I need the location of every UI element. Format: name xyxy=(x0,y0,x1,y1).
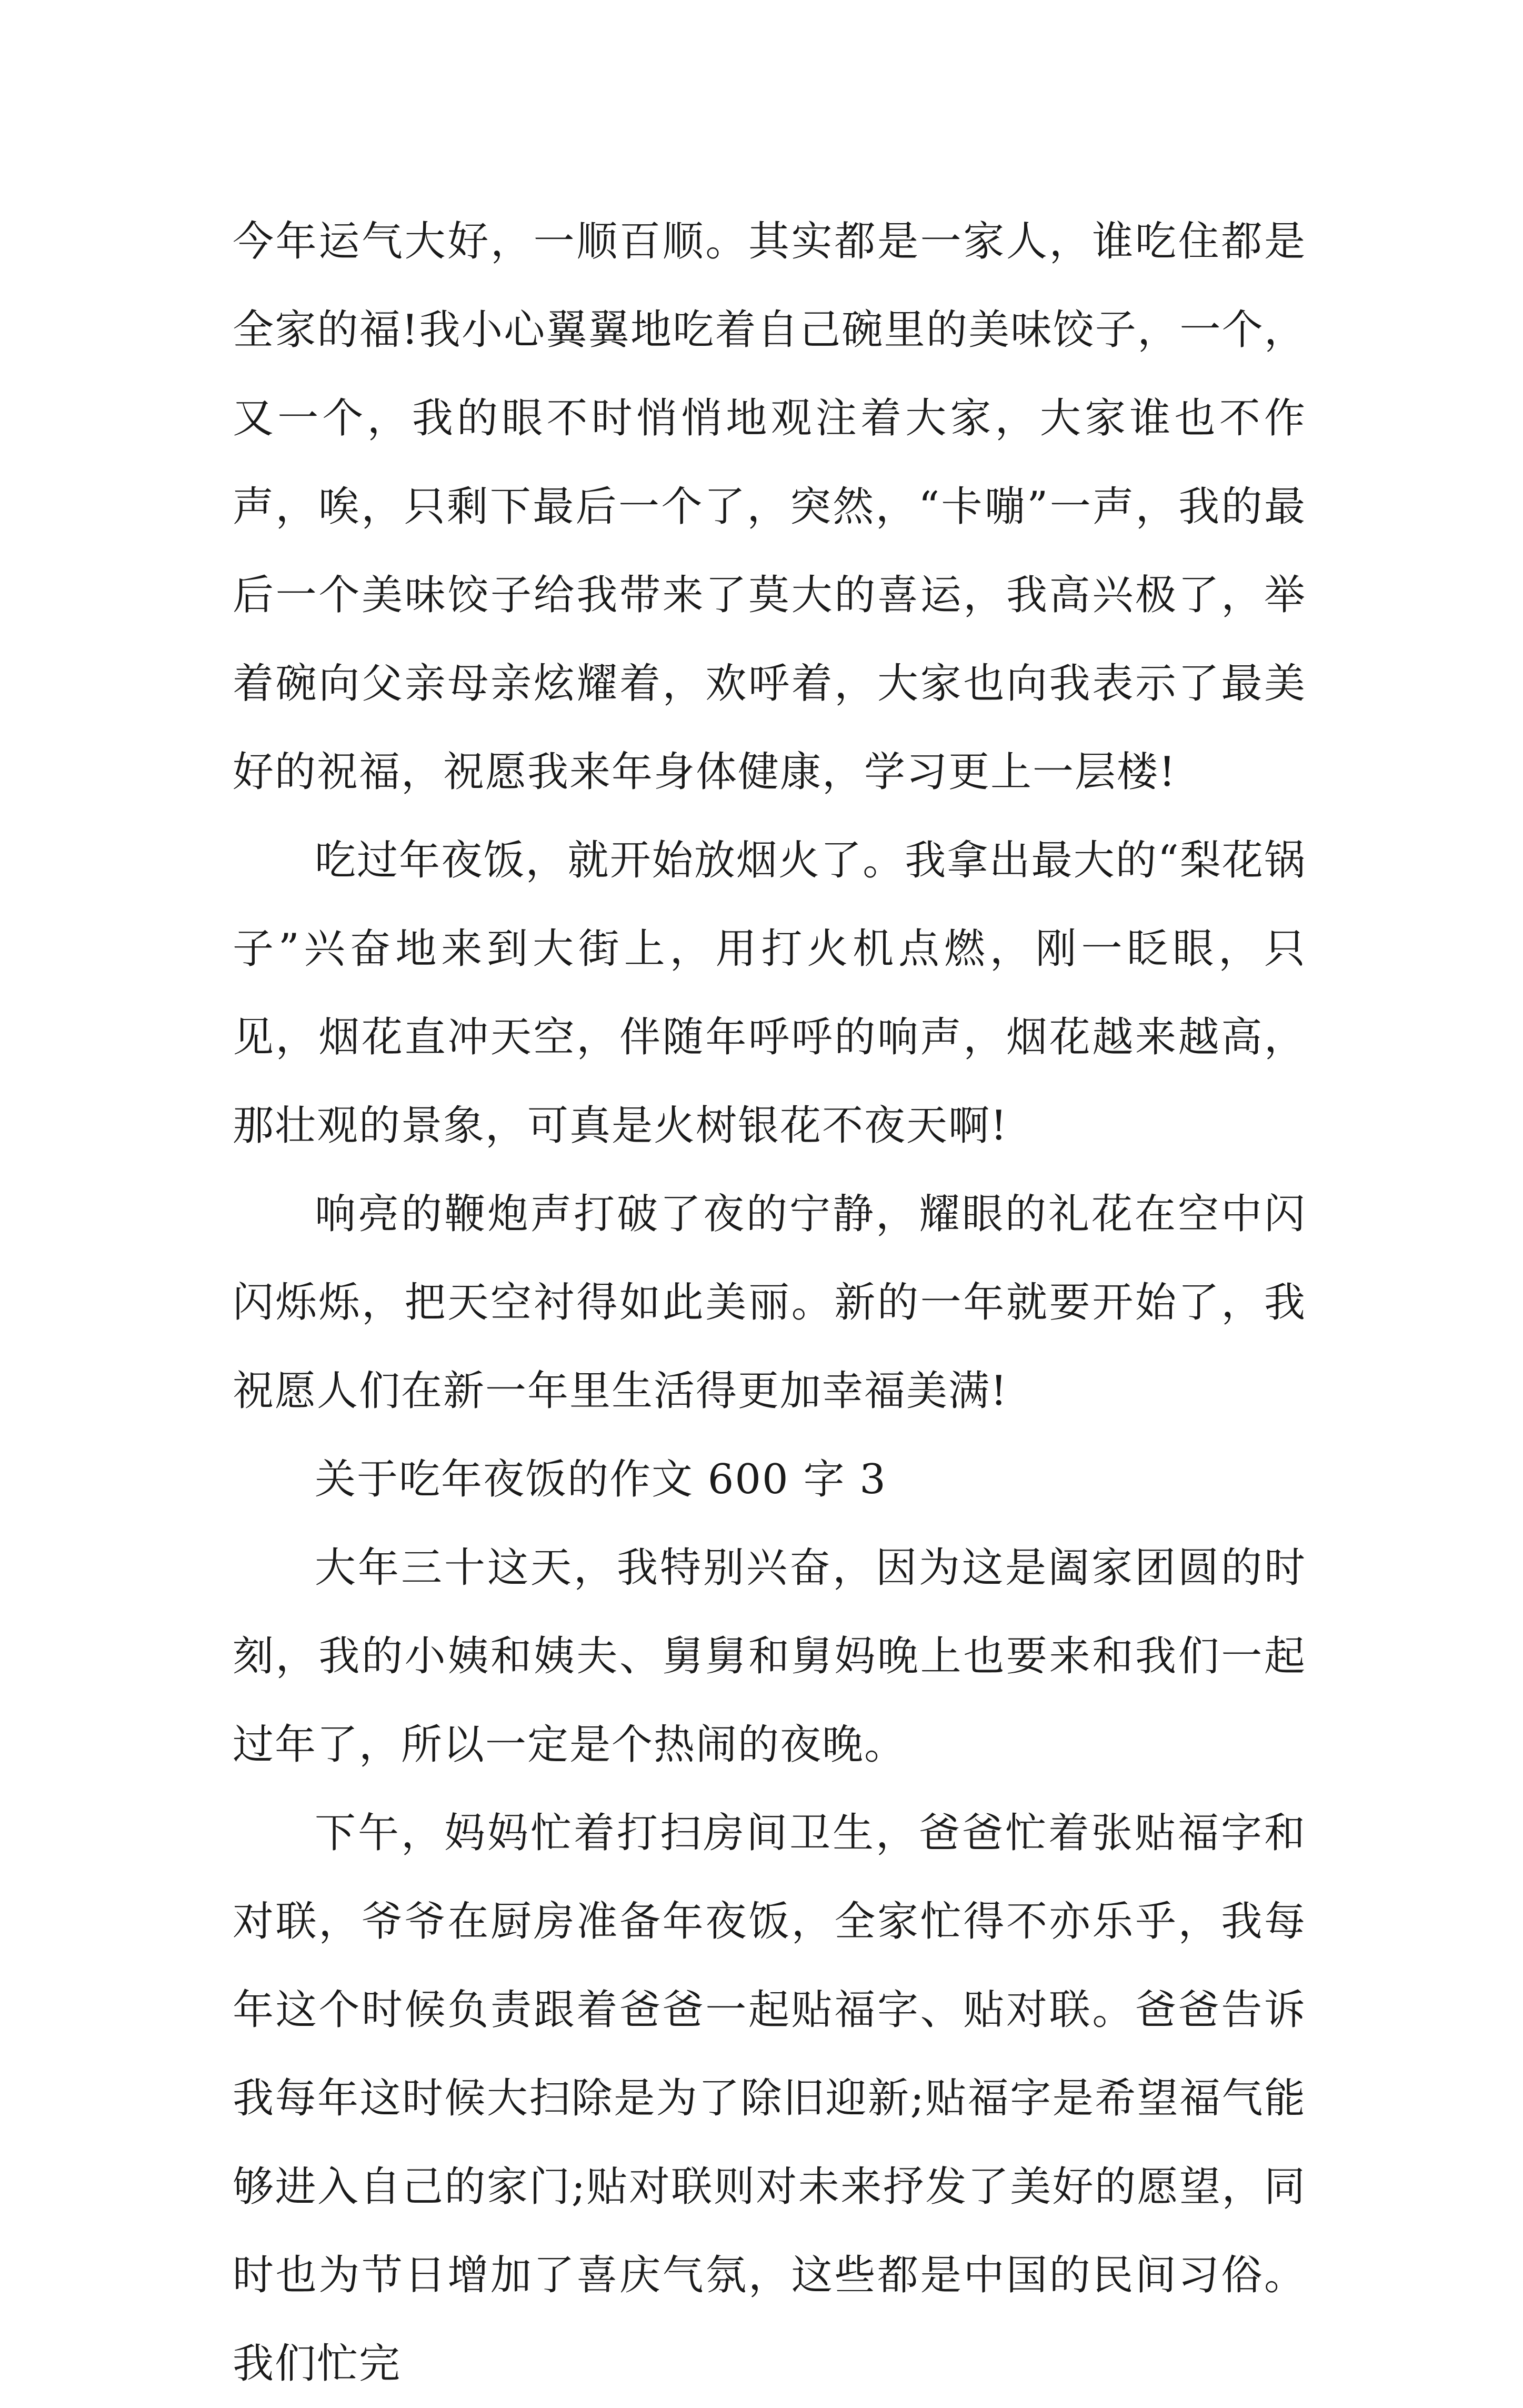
section-heading: 关于吃年夜饭的作文 600 字 3 xyxy=(315,1456,887,1503)
paragraph-afternoon-preparation: 下午，妈妈忙着打扫房间卫生，爸爸忙着张贴福字和对联，爷爷在厨房准备年夜饭，全家忙得不亦乐乎，我每年这个时候负责跟着爸爸一起贴福字、贴对联。爸爸告诉我每年这时候大扫除是为了除旧迎新;贴福字是希望福气能够进入自己的家门;贴对联则对未来抒发了美好的愿望，同时也为节日增加了喜庆气氛，这些都是中国的民间习俗。我们忙完 xyxy=(233,1810,1306,2387)
paragraph-fireworks: 吃过年夜饭，就开始放烟火了。我拿出最大的“梨花锅子”兴奋地来到大街上，用打火机点燃，刚一眨眼，只见，烟花直冲天空，伴随年呼呼的响声，烟花越来越高，那壮观的景象，可真是火树银花不夜天啊! xyxy=(233,837,1306,1150)
paragraph-continued: 今年运气大好，一顺百顺。其实都是一家人，谁吃住都是全家的福!我小心翼翼地吃着自己碗里的美味饺子，一个，又一个，我的眼不时悄悄地观注着大家，大家谁也不作声，唉，只剩下最后一个了，突然，“卡嘣”一声，我的最后一个美味饺子给我带来了莫大的喜运，我高兴极了，举着碗向父亲母亲炫耀着，欢呼着，大家也向我表示了最美好的祝福，祝愿我来年身体健康，学习更上一层楼! xyxy=(233,218,1306,796)
document-body xyxy=(233,197,1306,2408)
paragraph-new-years-eve: 大年三十这天，我特别兴奋，因为这是阖家团圆的时刻，我的小姨和姨夫、舅舅和舅妈晚上也要来和我们一起过年了，所以一定是个热闹的夜晚。 xyxy=(233,1544,1306,1768)
paragraph-new-year-wish: 响亮的鞭炮声打破了夜的宁静，耀眼的礼花在空中闪闪烁烁，把天空衬得如此美丽。新的一年就要开始了，我祝愿人们在新一年里生活得更加幸福美满! xyxy=(233,1191,1306,1415)
